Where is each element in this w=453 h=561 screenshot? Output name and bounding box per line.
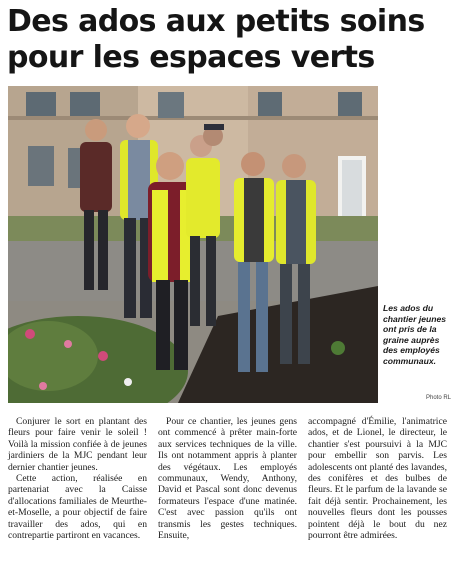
article-column-2 <box>158 416 297 541</box>
column-1-paragraph-2: Cette action, réalisée en partenariat avec la Caisse d'allocations familiales de Meurthe-et-Moselle, a pour objectif de faire travailler des ados, qui en contrepartie partiront en vacances. <box>8 473 147 542</box>
photo-caption: Les ados du chantier jeunes ont pris de la graine auprès des employés communaux. <box>383 303 447 366</box>
column-1-paragraph-1: Conjurer le sort en plantant des fleurs pour faire venir le soleil ! Voilà la mission confiée à de jeunes jardiniers de la MJC pendant leur dernier chantier jeunes. <box>8 416 147 473</box>
column-2-paragraph-1: Pour ce chantier, les jeunes gens ont commencé à prêter main-forte aux services techniques de la ville. Ils ont notamment appris à planter des végétaux. Les employés communaux, Wendy, Anthony, David et Pascal sont donc devenus formateurs l'espace d'une matinée. C'est avec passion qu'ils ont transmis les gestes techniques. Ensuite, <box>158 416 297 542</box>
article-photo <box>8 86 378 403</box>
photo-credit: Photo RL <box>426 395 452 401</box>
column-3-paragraph-1: accompagné d'Émilie, l'animatrice ados, et de Lionel, le directeur, le chantier s'est poursuivi à la MJC pour embellir son parvis. Les adolescents ont planté des lavandes, des conifères et des bulbes de fleurs. Et le parfum de la lavande se fait déjà sentir. Prochainement, les nouvelles fleurs dont les pousses pointent déjà le bout du nez pourront être admirées. <box>308 416 447 542</box>
article-column-3 <box>308 416 447 541</box>
headline: Des ados aux petits soins pour les espaces verts <box>7 4 425 75</box>
article-column-1 <box>8 416 147 541</box>
group-photo-illustration <box>8 86 378 403</box>
